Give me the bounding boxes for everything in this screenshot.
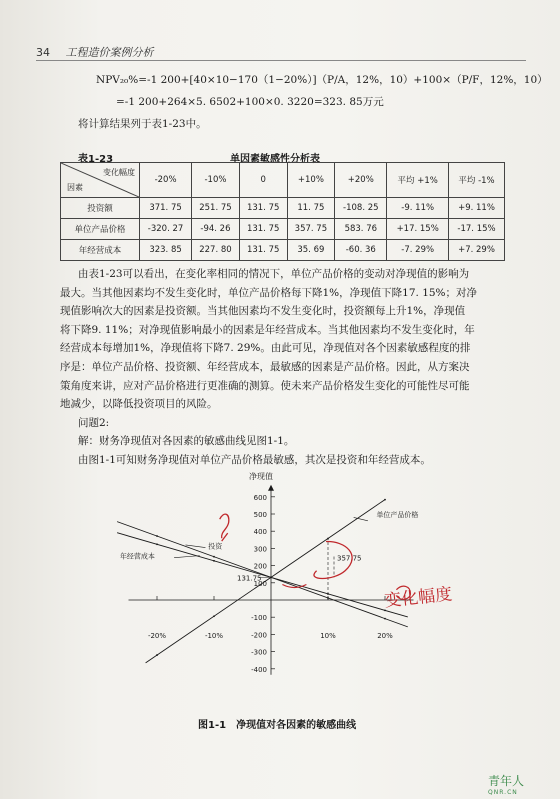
- y-tick-label: 500: [253, 511, 267, 519]
- figure-caption: 图1-1 净现值对各因素的敏感曲线: [198, 720, 357, 731]
- y-tick-label: 600: [253, 493, 267, 502]
- book-title: 工程造价案例分析: [65, 46, 154, 59]
- table-cell: 583. 76: [335, 219, 387, 240]
- column-header: 平均 +1%: [387, 163, 449, 198]
- series-label-opcost: 年经营成本: [119, 552, 155, 561]
- table-cell: -9. 11%: [387, 198, 449, 219]
- y-tick-label: -400: [251, 665, 267, 674]
- equation-line-2: =-1 200+264×5. 6502+100×0. 3220=323. 85万元: [116, 96, 384, 108]
- text-line: 最大。当其他因素均不发生变化时，单位产品价格每下降1%，净现值下降17. 15%；对净: [60, 286, 478, 299]
- table-cell: +7. 29%: [449, 240, 505, 261]
- handwritten-note: 变化幅度: [383, 584, 454, 612]
- leader-line: [174, 556, 200, 558]
- series-line: [117, 522, 408, 627]
- row-factor: 投资额: [61, 198, 140, 219]
- red-scribble-mark: [220, 514, 229, 541]
- text-line: 经营成本每增加1%，净现值将下降7. 29%。由此可见，净现值对各个因素敏感程度的排: [60, 342, 471, 355]
- data-point: [213, 615, 215, 617]
- text-line: 地减少，以降低投资项目的风险。: [60, 398, 218, 411]
- series-label-price: 单位产品价格: [376, 510, 419, 519]
- text-line: 将下降9. 11%；对净现值影响最小的因素是年经营成本。当其他因素均不发生变化时，年: [60, 323, 475, 336]
- data-point: [156, 535, 158, 537]
- handwritten-annotations: [220, 514, 411, 599]
- table-cell: 357. 75: [287, 219, 335, 240]
- answer-line: 解：财务净现值对各因素的敏感曲线见图1-1。: [78, 435, 295, 448]
- table-cell: -7. 29%: [387, 240, 449, 261]
- table-title: 单因素敏感性分析表: [230, 154, 320, 165]
- y-tick-label: -300: [251, 648, 267, 657]
- watermark-text: 青年人: [488, 774, 525, 788]
- intro-line: 将计算结果列于表1-23中。: [78, 118, 207, 130]
- table-cell: 227. 80: [192, 240, 240, 261]
- table-cell: +17. 15%: [387, 219, 449, 240]
- table-cell: -17. 15%: [449, 219, 505, 240]
- column-header: 平均 -1%: [449, 163, 505, 198]
- column-header: +10%: [287, 163, 335, 198]
- table-cell: +9. 11%: [449, 198, 505, 219]
- table-label: 表1-23: [78, 154, 114, 165]
- equation-line-1: NPV₂₀%=-1 200+[40×10−170（1−20%）]（P/A，12%，10）+100×（P/F，12%，10）: [96, 74, 548, 86]
- table-cell: -60. 36: [335, 240, 387, 261]
- answer-line: 由图1-1可知财务净现值对单位产品价格最敏感，其次是投资和年经营成本。: [78, 453, 431, 466]
- data-point: [384, 499, 386, 501]
- page-number: 34: [36, 46, 50, 59]
- y-tick-label: 100: [253, 579, 267, 588]
- table-cell: 35. 69: [287, 240, 335, 261]
- data-point: [384, 618, 386, 620]
- watermark-sub: QNR.CN: [488, 789, 518, 796]
- table-cell: 131. 75: [239, 240, 287, 261]
- x-tick-label: 10%: [320, 632, 336, 640]
- y-tick-label: -100: [251, 614, 267, 623]
- column-header: -10%: [192, 163, 240, 198]
- x-tick-label: -10%: [204, 632, 224, 640]
- text-line: 序是：单位产品价格、投资额、年经营成本，最敏感的因素是产品价格。因此，从方案决: [60, 360, 470, 373]
- y-tick-label: 400: [253, 528, 267, 537]
- table-cell: -320. 27: [140, 219, 192, 240]
- column-header: +20%: [335, 163, 387, 198]
- y-tick-label: 200: [253, 562, 267, 571]
- table-cell: -108. 25: [335, 198, 387, 219]
- data-point: [213, 556, 215, 558]
- table-cell: 371. 75: [140, 198, 192, 219]
- y-axis-arrow: [268, 485, 274, 491]
- column-header: -20%: [140, 163, 192, 198]
- y-tick-label: 300: [253, 545, 267, 554]
- x-tick-label: -20%: [147, 632, 167, 640]
- watermark-logo: [488, 772, 524, 796]
- y-tick-label: -200: [251, 631, 267, 640]
- text-line: 由表1-23可以看出，在变化率相同的情况下，单位产品价格的变动对净现值的影响为: [78, 268, 470, 280]
- table-cell: 251. 75: [192, 198, 240, 219]
- data-point: [156, 654, 158, 656]
- text-line: 策角度来讲，应对产品价格进行更准确的测算。使未来产品价格发生变化的可能性尽可能: [60, 379, 470, 392]
- row-factor: 单位产品价格: [61, 219, 140, 240]
- table-cell: 11. 75: [287, 198, 335, 219]
- text-line: 现值影响次大的因素是投资额。当其他因素均不发生变化时，投资额每上升1%，净现值: [60, 305, 466, 318]
- column-header: 0: [239, 163, 287, 198]
- x-tick-label: 20%: [377, 632, 393, 640]
- question-heading: 问题2:: [78, 416, 110, 429]
- table-cell: 131. 75: [239, 198, 287, 219]
- series-label-investment: 投资: [208, 542, 223, 551]
- table-cell: 323. 85: [140, 240, 192, 261]
- chart-labels: [120, 471, 419, 674]
- data-point: [156, 543, 158, 545]
- corner-bottom-label: 因素: [67, 183, 83, 192]
- row-factor: 年经营成本: [61, 240, 140, 261]
- table-cell: 131. 75: [239, 219, 287, 240]
- corner-top-label: 变化幅度: [103, 168, 135, 177]
- point-value-label: 357.75: [337, 554, 362, 563]
- data-point: [213, 560, 215, 562]
- base-value-label: 131.75: [237, 574, 262, 583]
- chart-axes: [129, 485, 414, 675]
- table-cell: -94. 26: [192, 219, 240, 240]
- y-axis-label: 净现值: [249, 471, 273, 481]
